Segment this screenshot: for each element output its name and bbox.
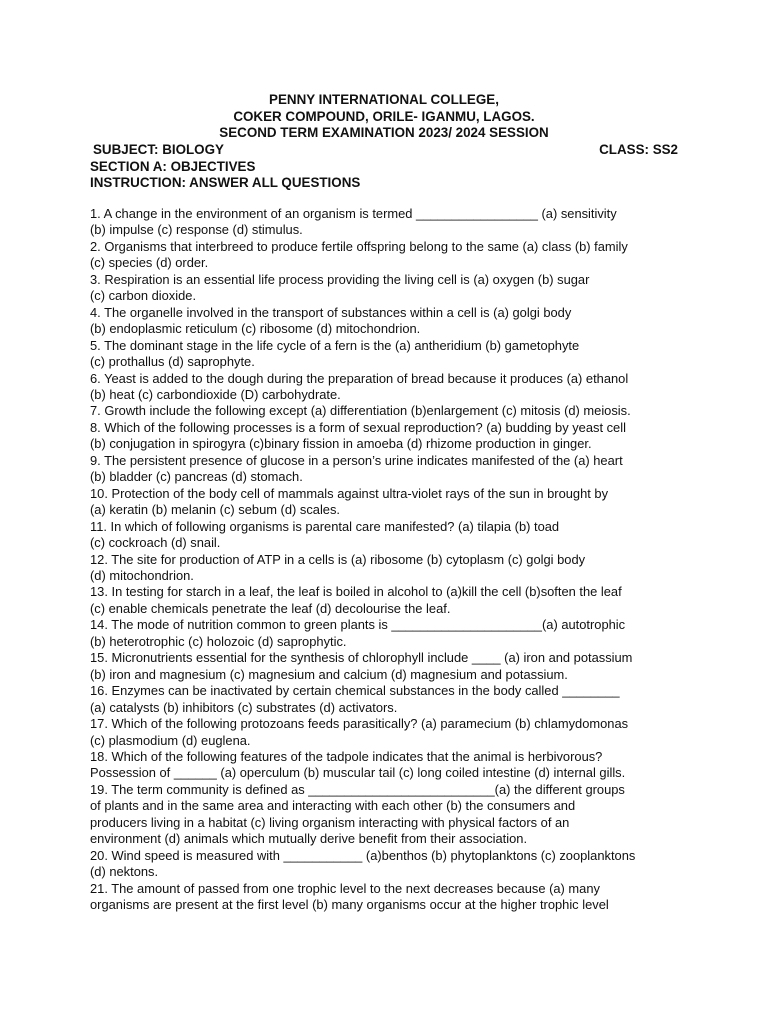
document-header (0, 92, 768, 142)
question-item: 17. Which of the following protozoans feeds parasitically? (a) paramecium (b) chlamydomonas (c) plasmodium (d) euglena. (90, 716, 629, 748)
instruction-label: INSTRUCTION: ANSWER ALL QUESTIONS (90, 175, 361, 191)
school-address: COKER COMPOUND, ORILE- IGANMU, LAGOS. (233, 108, 535, 124)
question-item: 21. The amount of passed from one trophic level to the next decreases because (a) many organisms are present at the first level (b) many organisms occur at the higher trophic level (90, 880, 609, 913)
question-item: 7. Growth include the following except (a) differentiation (b)enlargement (c) mitosis (d) meiosis. (90, 403, 631, 419)
section-row (90, 159, 678, 176)
question-item: 8. Which of the following processes is a form of sexual reproduction? (a) budding by yeast cell (b) conjugation in spirogyra (c)binary fission in amoeba (d) rhizome production in ginger. (90, 419, 626, 452)
question-item: 13. In testing for starch in a leaf, the leaf is boiled in alcohol to (a)kill the cell (b)soften the leaf (c) enable chemicals penetrate the leaf (d) decolourise the leaf. (90, 584, 622, 616)
subject-class-row (90, 142, 678, 159)
question-item: 11. In which of following organisms is parental care manifested? (a) tilapia (b) toad (c) cockroach (d) snail. (90, 518, 560, 551)
question-item: 4. The organelle involved in the transport of substances within a cell is (a) golgi body (b) endoplasmic reticulum (c) ribosome (d) mitochondrion. (90, 304, 572, 337)
school-name: PENNY INTERNATIONAL COLLEGE, (269, 92, 499, 107)
question-item: 12. The site for production of ATP in a cells is (a) ribosome (b) cytoplasm (c) golgi body (d) mitochondrion. (90, 551, 586, 583)
question-item: 3. Respiration is an essential life process providing the living cell is (a) oxygen (b) sugar (c) carbon dioxide. (90, 271, 590, 304)
subject-label: SUBJECT: BIOLOGY (93, 142, 224, 157)
question-item: 5. The dominant stage in the life cycle of a fern is the (a) antheridium (b) gametophyte (c) prothallus (d) saprophyte. (90, 337, 580, 370)
question-list (90, 206, 690, 913)
question-item: 10. Protection of the body cell of mammals against ultra-violet rays of the sun in brought by (a) keratin (b) melanin (c) sebum (d) scales. (90, 485, 609, 518)
question-item: 19. The term community is defined as __________________________(a) the different groups of plants and in the same area and interacting with each other (b) the consumers and producers living in a habitat (c) living organism interacting with physical factors of an environment (d) animals which mutually derive benefit from their association. (90, 781, 625, 847)
exam-meta (90, 142, 678, 192)
section-label: SECTION A: OBJECTIVES (90, 158, 256, 174)
question-item: 14. The mode of nutrition common to green plants is _____________________(a) autotrophic (b) heterotrophic (c) holozoic (d) saprophytic. (90, 617, 626, 649)
class-label: CLASS: SS2 (599, 142, 678, 157)
instruction-row (90, 175, 678, 192)
question-item: 20. Wind speed is measured with ___________ (a)benthos (b) phytoplanktons (c) zooplanktons (d) nektons. (90, 847, 636, 880)
question-item: 1. A change in the environment of an organism is termed _________________ (a) sensitivity (b) impulse (c) response (d) stimulus. (90, 206, 617, 238)
question-item: 6. Yeast is added to the dough during the preparation of bread because it produces (a) ethanol (b) heat (c) carbondioxide (D) carbohydrate. (90, 370, 629, 402)
question-item: 18. Which of the following features of the tadpole indicates that the animal is herbivorous? Possession of ______ (a) operculum (b) muscular tail (c) long coiled intestine (d) internal gills. (90, 748, 626, 781)
question-item: 9. The persistent presence of glucose in a person’s urine indicates manifested of the (a) heart (b) bladder (c) pancreas (d) stomach. (90, 452, 623, 485)
exam-title: SECOND TERM EXAMINATION 2023/ 2024 SESSION (219, 125, 549, 140)
question-item: 2. Organisms that interbreed to produce fertile offspring belong to the same (a) class (b) family (c) species (d) order. (90, 238, 628, 271)
question-item: 16. Enzymes can be inactivated by certain chemical substances in the body called ________ (a) catalysts (b) inhibitors (c) substrates (d) activators. (90, 683, 620, 715)
question-item: 15. Micronutrients essential for the synthesis of chlorophyll include ____ (a) iron and potassium (b) iron and magnesium (c) magnesium and calcium (d) magnesium and potassium. (90, 650, 633, 682)
